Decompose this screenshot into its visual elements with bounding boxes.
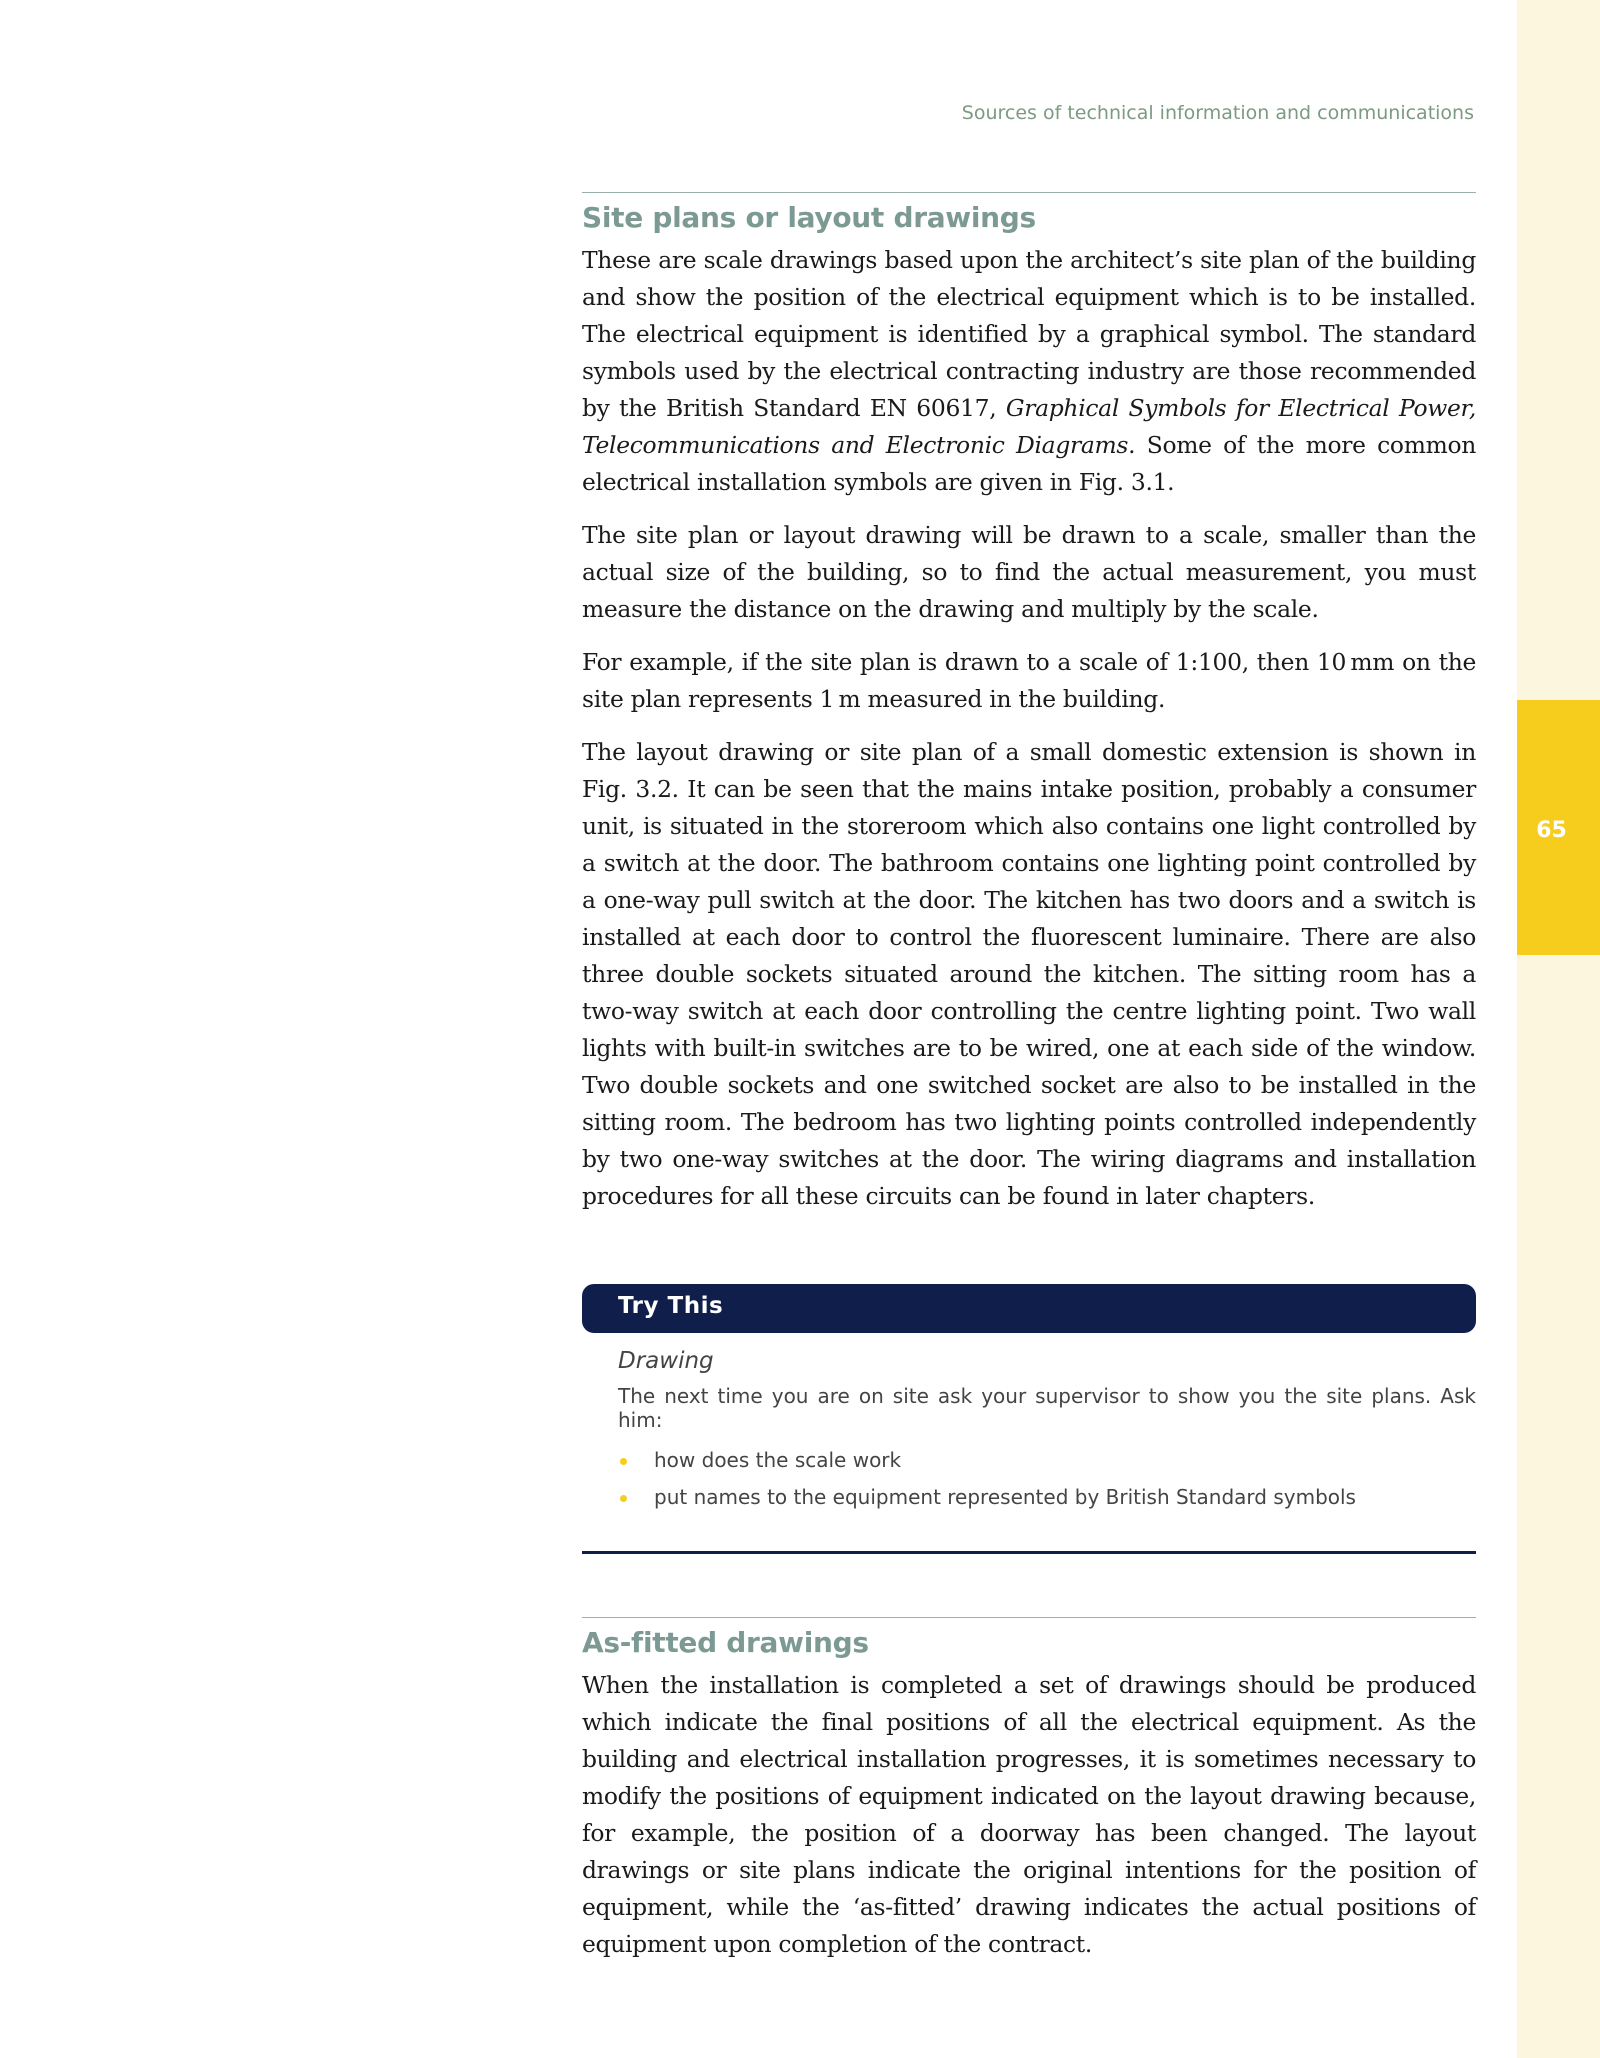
section-title: Site plans or layout drawings xyxy=(582,201,1036,234)
paragraph-1-tail: . Some of the more common electrical installation symbols are given in Fig. 3.1. xyxy=(582,431,1477,496)
section-title: As-fitted drawings xyxy=(582,1626,869,1659)
list-item-text: how does the scale work xyxy=(654,1448,902,1472)
section-rule xyxy=(582,1617,1476,1618)
try-this-title: Try This xyxy=(618,1293,724,1319)
bullet-icon xyxy=(620,1458,627,1465)
list-item-text: put names to the equipment represented by British Standard symbols xyxy=(654,1485,1356,1509)
section-as-fitted xyxy=(582,1617,1476,1963)
try-this-text: The next time you are on site ask your supervisor to show you the site plans. Ask him: xyxy=(618,1384,1476,1432)
margin-strip xyxy=(1517,0,1600,2058)
paragraph-1 xyxy=(582,242,1476,501)
section-rule xyxy=(582,192,1476,193)
try-this-subtitle: Drawing xyxy=(618,1348,714,1374)
try-this-bottom-rule xyxy=(582,1551,1476,1554)
try-this-header xyxy=(582,1284,1476,1333)
paragraph-5: When the installation is completed a set of drawings should be produced which indicate the final positions of all the electrical equipment. As the building and electrical installation progresses, it is sometimes necessary to modify the positions of equipment indicated on the layout drawing because, for example, the position of a doorway has been changed. The layout drawings or site plans indicate the original intentions for the position of equipment, while the ‘as-fitted’ drawing indicates the actual positions of equipment upon completion of the contract. xyxy=(582,1671,1476,1958)
try-this-body xyxy=(618,1348,1476,1516)
paragraph-3: For example, if the site plan is drawn to a scale of 1:100, then 10 mm on the site plan represents 1 m measured in the building. xyxy=(582,648,1476,713)
bullet-icon xyxy=(620,1495,627,1502)
section-site-plans xyxy=(582,192,1476,1215)
paragraph-1-text: These are scale drawings based upon the architect’s site plan of the building and show the position of the electrical equipment which is to be installed. The electrical equipment is identified by a graphical symbol. The standard symbols used by the electrical contracting industry are those recommended by the British Standard EN 60617, xyxy=(582,246,1476,422)
paragraph-4: The layout drawing or site plan of a small domestic extension is shown in Fig. 3.2. It can be seen that the mains intake position, probably a consumer unit, is situated in the storeroom which also contains one light controlled by a switch at the door. The bathroom contains one lighting point controlled by a one-way pull switch at the door. The kitchen has two doors and a switch is installed at each door to control the fluorescent luminaire. There are also three double sockets situated around the kitchen. The sitting room has a two-way switch at each door controlling the centre lighting point. Two wall lights with built-in switches are to be wired, one at each side of the window. Two double sockets and one switched socket are also to be installed in the sitting room. The bedroom has two lighting points controlled independently by two one-way switches at the door. The wiring diagrams and installation procedures for all these circuits can be found in later chapters. xyxy=(582,738,1476,1210)
try-this-list xyxy=(618,1442,1476,1516)
page-number: 65 xyxy=(1536,818,1567,843)
running-head: Sources of technical information and communications xyxy=(961,102,1474,124)
paragraph-2: The site plan or layout drawing will be drawn to a scale, smaller than the actual size of the building, so to find the actual measurement, you must measure the distance on the drawing and multiply by the scale. xyxy=(582,521,1476,623)
list-item xyxy=(618,1442,1476,1479)
standard-title: Graphical Symbols for Electrical Power, Telecommunications and Electronic Diagrams xyxy=(582,394,1476,459)
list-item xyxy=(618,1479,1476,1516)
